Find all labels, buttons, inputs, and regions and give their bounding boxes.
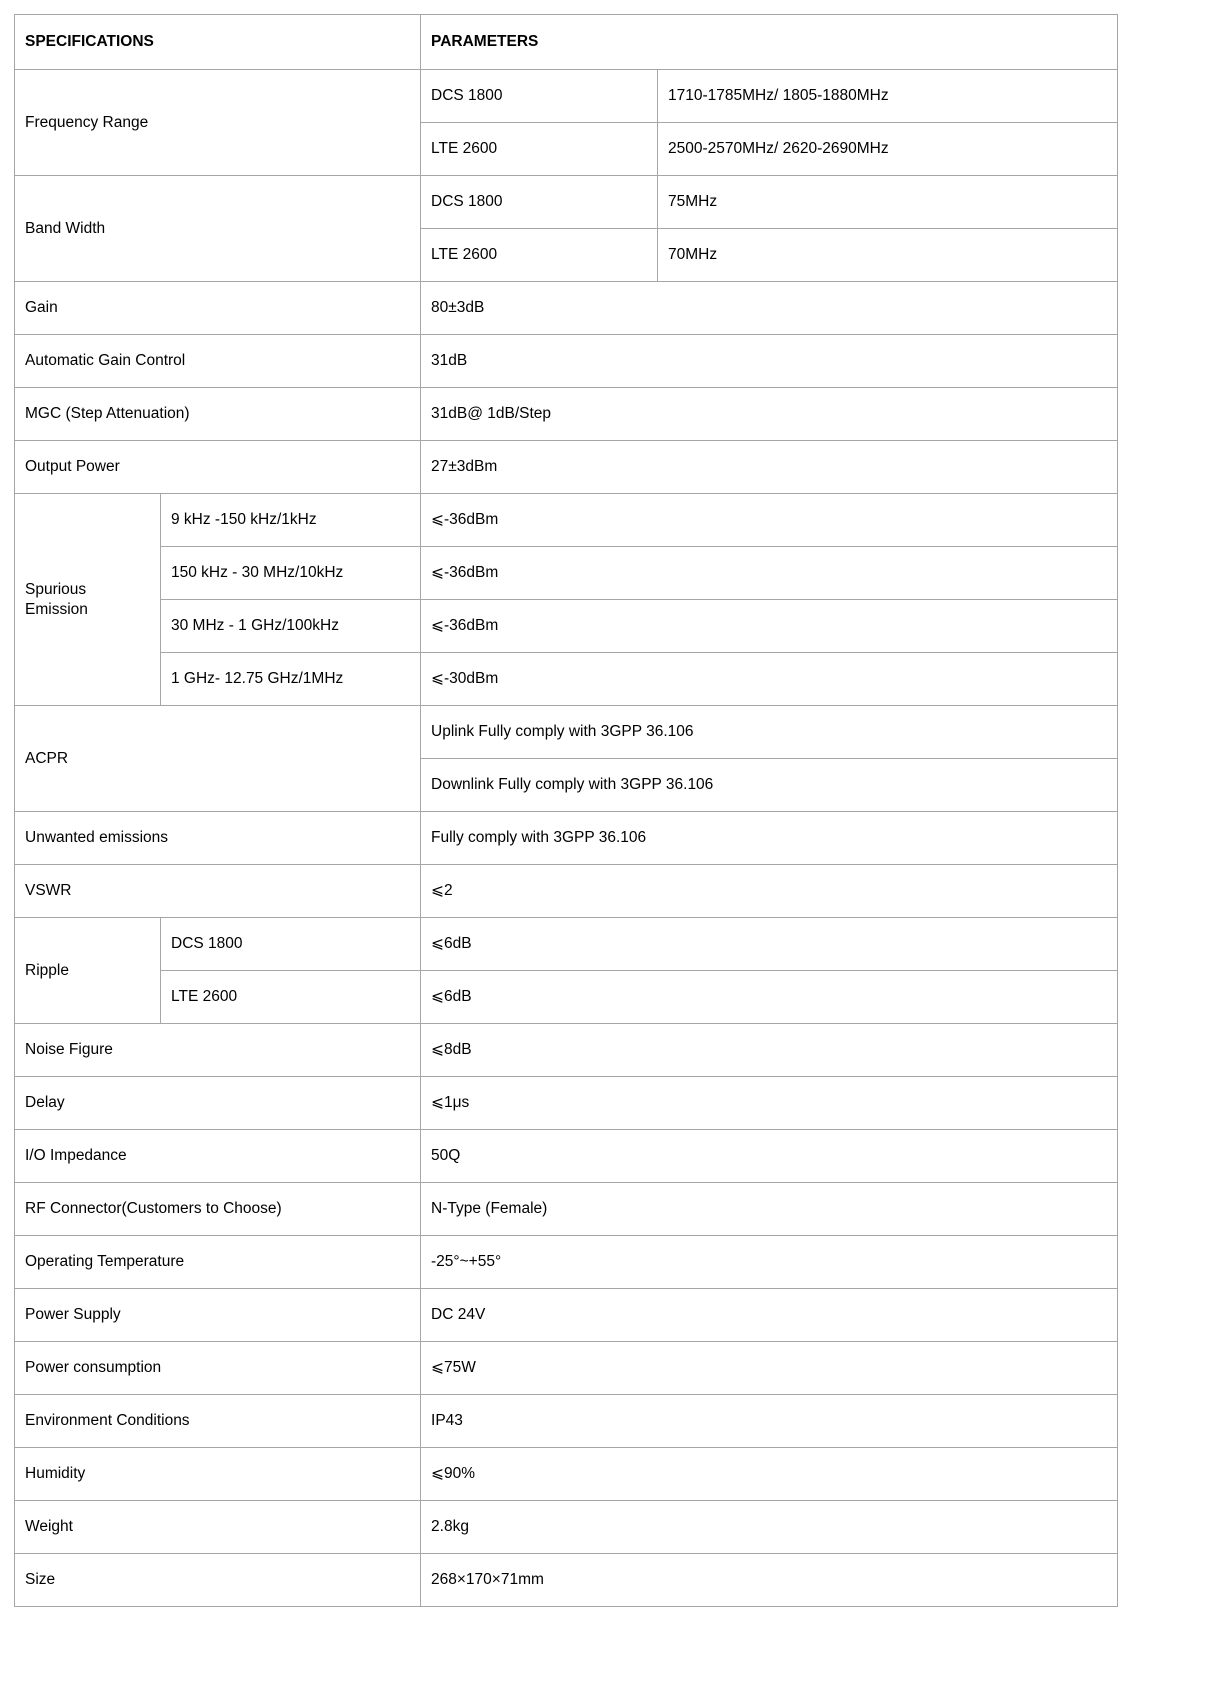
row-label-acpr: ACPR bbox=[15, 706, 421, 812]
table-row-power-consumption bbox=[15, 1342, 1118, 1395]
row-label-weight: Weight bbox=[15, 1501, 421, 1554]
row-value-gain: 80±3dB bbox=[421, 282, 1118, 335]
table-row-spurious-emission-1 bbox=[15, 494, 1118, 547]
row-value-operating-temperature: -25°~+55° bbox=[421, 1236, 1118, 1289]
column-header-specifications: SPECIFICATIONS bbox=[15, 15, 421, 70]
table-row-weight bbox=[15, 1501, 1118, 1554]
frequency-range-band-lte2600: LTE 2600 bbox=[421, 123, 658, 176]
spurious-emission-range-3: 30 MHz - 1 GHz/100kHz bbox=[161, 600, 421, 653]
spurious-emission-range-4: 1 GHz- 12.75 GHz/1MHz bbox=[161, 653, 421, 706]
specifications-table bbox=[14, 14, 1118, 1607]
row-value-power-supply: DC 24V bbox=[421, 1289, 1118, 1342]
frequency-range-value-lte2600: 2500-2570MHz/ 2620-2690MHz bbox=[658, 123, 1118, 176]
table-row-spurious-emission-4 bbox=[15, 653, 1118, 706]
row-label-automatic-gain-control: Automatic Gain Control bbox=[15, 335, 421, 388]
row-label-ripple: Ripple bbox=[15, 918, 161, 1024]
band-width-band-lte2600: LTE 2600 bbox=[421, 229, 658, 282]
row-label-gain: Gain bbox=[15, 282, 421, 335]
row-label-delay: Delay bbox=[15, 1077, 421, 1130]
spurious-emission-value-2: ⩽-36dBm bbox=[421, 547, 1118, 600]
table-header bbox=[15, 15, 1118, 70]
frequency-range-band-dcs1800: DCS 1800 bbox=[421, 70, 658, 123]
table-row-ripple-dcs1800 bbox=[15, 918, 1118, 971]
row-label-output-power: Output Power bbox=[15, 441, 421, 494]
table-row-acpr-uplink bbox=[15, 706, 1118, 759]
row-label-operating-temperature: Operating Temperature bbox=[15, 1236, 421, 1289]
row-label-humidity: Humidity bbox=[15, 1448, 421, 1501]
row-value-humidity: ⩽90% bbox=[421, 1448, 1118, 1501]
table-row-delay bbox=[15, 1077, 1118, 1130]
table-header-row bbox=[15, 15, 1118, 70]
row-label-spurious-emission: Spurious Emission bbox=[15, 494, 161, 706]
table-row-size bbox=[15, 1554, 1118, 1607]
row-value-delay: ⩽1μs bbox=[421, 1077, 1118, 1130]
band-width-value-dcs1800: 75MHz bbox=[658, 176, 1118, 229]
row-value-environment-conditions: IP43 bbox=[421, 1395, 1118, 1448]
acpr-value-uplink: Uplink Fully comply with 3GPP 36.106 bbox=[421, 706, 1118, 759]
table-row-gain bbox=[15, 282, 1118, 335]
table-row-unwanted-emissions bbox=[15, 812, 1118, 865]
table-row-frequency-range-dcs1800 bbox=[15, 70, 1118, 123]
row-label-unwanted-emissions: Unwanted emissions bbox=[15, 812, 421, 865]
row-label-environment-conditions: Environment Conditions bbox=[15, 1395, 421, 1448]
row-label-power-supply: Power Supply bbox=[15, 1289, 421, 1342]
spurious-emission-value-1: ⩽-36dBm bbox=[421, 494, 1118, 547]
table-row-output-power bbox=[15, 441, 1118, 494]
table-row-spurious-emission-3 bbox=[15, 600, 1118, 653]
row-value-noise-figure: ⩽8dB bbox=[421, 1024, 1118, 1077]
ripple-band-lte2600: LTE 2600 bbox=[161, 971, 421, 1024]
row-value-rf-connector: N-Type (Female) bbox=[421, 1183, 1118, 1236]
spurious-emission-value-3: ⩽-36dBm bbox=[421, 600, 1118, 653]
ripple-band-dcs1800: DCS 1800 bbox=[161, 918, 421, 971]
spurious-emission-value-4: ⩽-30dBm bbox=[421, 653, 1118, 706]
row-value-unwanted-emissions: Fully comply with 3GPP 36.106 bbox=[421, 812, 1118, 865]
row-label-mgc: MGC (Step Attenuation) bbox=[15, 388, 421, 441]
row-label-io-impedance: I/O Impedance bbox=[15, 1130, 421, 1183]
table-row-band-width-dcs1800 bbox=[15, 176, 1118, 229]
row-label-band-width: Band Width bbox=[15, 176, 421, 282]
table-row-automatic-gain-control bbox=[15, 335, 1118, 388]
table-body bbox=[15, 70, 1118, 1607]
row-label-size: Size bbox=[15, 1554, 421, 1607]
table-row-noise-figure bbox=[15, 1024, 1118, 1077]
table-row-vswr bbox=[15, 865, 1118, 918]
table-row-rf-connector bbox=[15, 1183, 1118, 1236]
table-row-ripple-lte2600 bbox=[15, 971, 1118, 1024]
row-label-frequency-range: Frequency Range bbox=[15, 70, 421, 176]
row-value-power-consumption: ⩽75W bbox=[421, 1342, 1118, 1395]
table-row-environment-conditions bbox=[15, 1395, 1118, 1448]
ripple-value-dcs1800: ⩽6dB bbox=[421, 918, 1118, 971]
row-label-rf-connector: RF Connector(Customers to Choose) bbox=[15, 1183, 421, 1236]
band-width-band-dcs1800: DCS 1800 bbox=[421, 176, 658, 229]
row-label-vswr: VSWR bbox=[15, 865, 421, 918]
table-row-humidity bbox=[15, 1448, 1118, 1501]
row-value-automatic-gain-control: 31dB bbox=[421, 335, 1118, 388]
table-row-io-impedance bbox=[15, 1130, 1118, 1183]
acpr-value-downlink: Downlink Fully comply with 3GPP 36.106 bbox=[421, 759, 1118, 812]
table-row-power-supply bbox=[15, 1289, 1118, 1342]
band-width-value-lte2600: 70MHz bbox=[658, 229, 1118, 282]
frequency-range-value-dcs1800: 1710-1785MHz/ 1805-1880MHz bbox=[658, 70, 1118, 123]
row-label-power-consumption: Power consumption bbox=[15, 1342, 421, 1395]
row-value-vswr: ⩽2 bbox=[421, 865, 1118, 918]
spurious-emission-range-2: 150 kHz - 30 MHz/10kHz bbox=[161, 547, 421, 600]
row-value-weight: 2.8kg bbox=[421, 1501, 1118, 1554]
ripple-value-lte2600: ⩽6dB bbox=[421, 971, 1118, 1024]
row-value-io-impedance: 50Q bbox=[421, 1130, 1118, 1183]
spurious-emission-range-1: 9 kHz -150 kHz/1kHz bbox=[161, 494, 421, 547]
column-header-parameters: PARAMETERS bbox=[421, 15, 1118, 70]
table-row-spurious-emission-2 bbox=[15, 547, 1118, 600]
table-row-mgc bbox=[15, 388, 1118, 441]
row-value-output-power: 27±3dBm bbox=[421, 441, 1118, 494]
table-row-operating-temperature bbox=[15, 1236, 1118, 1289]
row-label-noise-figure: Noise Figure bbox=[15, 1024, 421, 1077]
row-value-size: 268×170×71mm bbox=[421, 1554, 1118, 1607]
row-value-mgc: 31dB@ 1dB/Step bbox=[421, 388, 1118, 441]
